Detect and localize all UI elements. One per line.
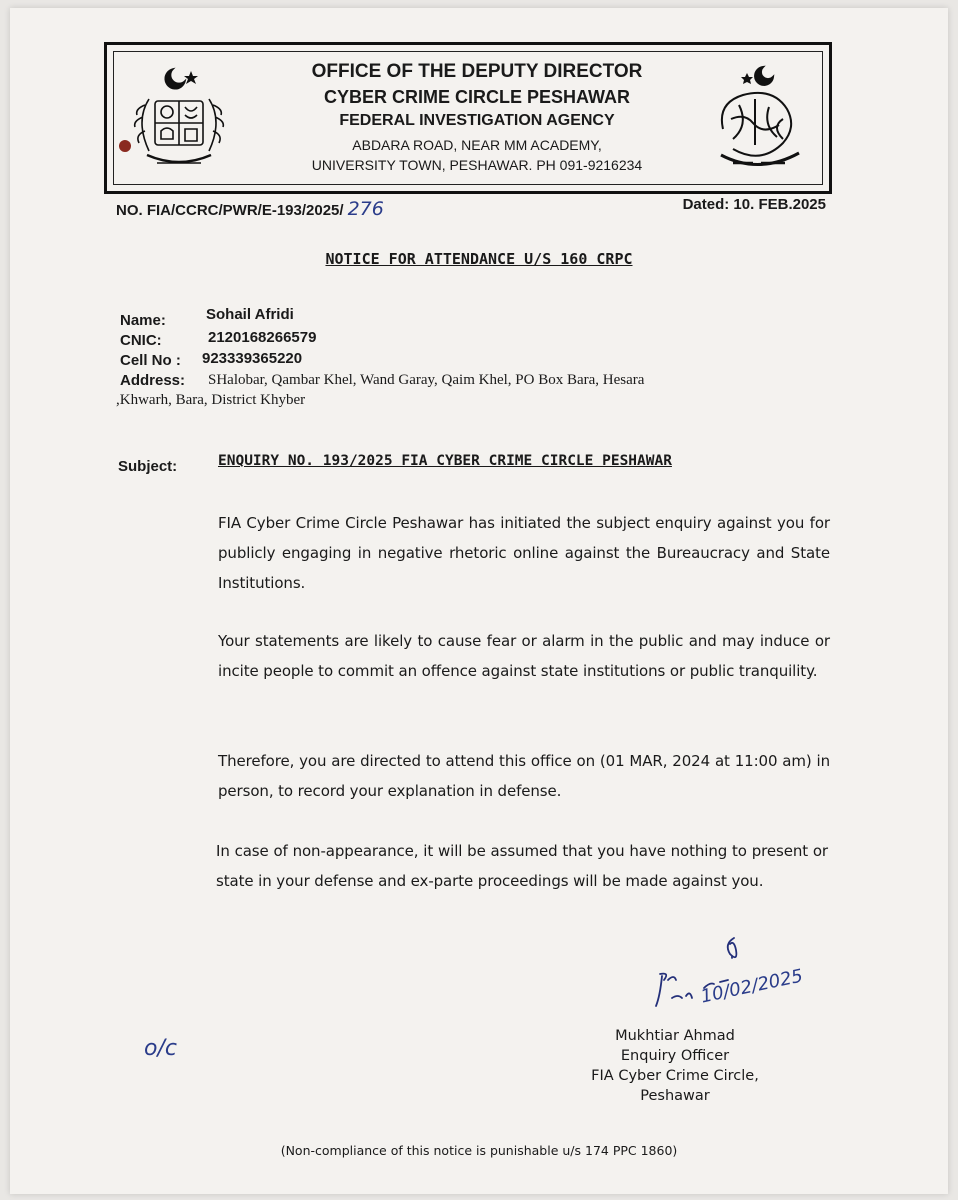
- letterhead-text: [277, 59, 677, 175]
- agency-title: FEDERAL INVESTIGATION AGENCY: [339, 112, 615, 129]
- address-label: Address:: [120, 372, 186, 389]
- handwritten-sign-date: 10/02/2025: [698, 965, 805, 1008]
- cnic-row: [120, 329, 760, 352]
- reference-number: [116, 198, 384, 220]
- recipient-details: [116, 306, 760, 408]
- margin-handwritten-note: o/c: [144, 1036, 177, 1061]
- address-row: [116, 372, 760, 408]
- paragraph-non-appearance: In case of non-appearance, it will be assumed that you have nothing to present or state in your defense and ex-parte proceedings will be made against you.: [216, 842, 828, 890]
- recipient-address-line2: ,Khwarh, Bara, District Khyber: [116, 392, 306, 408]
- footer-penalty-note: (Non-compliance of this notice is punishable u/s 174 PPC 1860): [280, 1143, 678, 1158]
- officer-city: Peshawar: [640, 1088, 710, 1104]
- paragraph-enquiry: FIA Cyber Crime Circle Peshawar has initiated the subject enquiry against you for publicly engaging in negative rhetoric online against the Bureaucracy and State Institutions.: [218, 514, 830, 592]
- recipient-address-line1: SHalobar, Qambar Khel, Wand Garay, Qaim Khel, PO Box Bara, Hesara: [208, 372, 645, 388]
- office-address-line1: ABDARA ROAD, NEAR MM ACADEMY,: [352, 137, 602, 153]
- cell-row: [120, 352, 760, 372]
- officer-office: FIA Cyber Crime Circle,: [591, 1068, 759, 1084]
- handwritten-dispatch-number: 276: [347, 198, 384, 220]
- paragraph-attendance: Therefore, you are directed to attend this office on (01 MAR, 2024 at 11:00 am) in person, to record your explanation in defense.: [218, 752, 830, 800]
- office-address-line2: UNIVERSITY TOWN, PESHAWAR. PH 091-9216234: [311, 157, 643, 173]
- issue-date: Dated: 10. FEB.2025: [682, 196, 826, 213]
- letterhead-box: [104, 42, 832, 194]
- cell-label: Cell No :: [120, 352, 181, 369]
- fia-crest-icon: [703, 59, 815, 177]
- circle-title: CYBER CRIME CIRCLE PESHAWAR: [323, 87, 631, 107]
- name-label: Name:: [120, 312, 166, 329]
- paragraph-statements: Your statements are likely to cause fear or alarm in the public and may induce or incite people to commit an offence against state institutions or public tranquility.: [218, 632, 830, 680]
- office-title: OFFICE OF THE DEPUTY DIRECTOR: [311, 61, 643, 82]
- officer-name: Mukhtiar Ahmad: [615, 1028, 735, 1044]
- notice-title: NOTICE FOR ATTENDANCE U/S 160 CRPC: [325, 250, 633, 268]
- subject-text: ENQUIRY NO. 193/2025 FIA CYBER CRIME CIRCLE PESHAWAR: [218, 453, 672, 469]
- recipient-cell: 923339365220: [202, 350, 303, 367]
- red-stamp-dot: [119, 140, 131, 152]
- reference-number-text: NO. FIA/CCRC/PWR/E-193/2025/: [116, 202, 344, 219]
- subject-label: Subject:: [118, 458, 178, 475]
- state-emblem-icon: [121, 59, 237, 177]
- signature-block: [570, 1026, 780, 1106]
- recipient-name: Sohail Afridi: [206, 306, 294, 323]
- recipient-cnic: 2120168266579: [208, 329, 317, 346]
- cnic-label: CNIC:: [120, 332, 162, 349]
- officer-designation: Enquiry Officer: [620, 1048, 730, 1064]
